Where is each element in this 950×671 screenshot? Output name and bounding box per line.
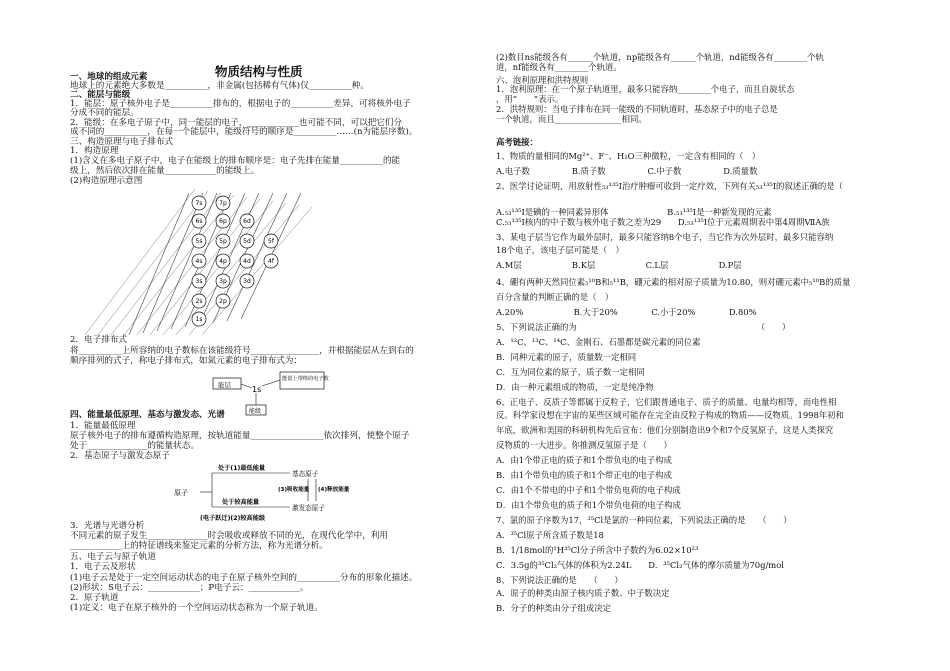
count-label: 能量上带格的电子数	[282, 376, 329, 382]
section-heading: 二、能层与能级	[70, 90, 131, 100]
orbital-label: 5d	[243, 238, 251, 246]
text-line: 2、医学讨论证明，用放射性₅₃¹³⁵I治疗肿瘤可收到一定疗效，下列有关₅₃¹³⁵I的叙述正确的是（	[496, 181, 844, 191]
orbital-label: 2p	[219, 298, 227, 306]
text-line: B．1/18mol的¹H³⁵Cl分子所含中子数约为6.02×10²³	[496, 545, 699, 555]
text-line: A．原子的种类由原子核内质子数、中子数决定	[496, 588, 670, 598]
level-label: 能级	[249, 408, 262, 415]
orbital-label: 7s	[195, 200, 203, 208]
config-center: 1s	[252, 385, 262, 394]
release-label: (4)释放能量	[318, 487, 350, 493]
atom-label: 原子	[174, 489, 188, 497]
orbital-label: 3d	[243, 278, 251, 286]
text-line: 道，nf能级各有________个轨道。	[496, 62, 622, 72]
text-line: (1)含义在多电子原子中，电子在能级上的排布顺序是：电子先排在能量__________的能	[70, 156, 401, 166]
text-line: 三、构造原理与电子排布式	[70, 137, 174, 147]
text-line: A.电子数 B.质子数 C.中子数 D.质量数	[496, 166, 758, 176]
orbital-label: 6p	[219, 218, 227, 226]
text-line: D．由一种元素组成的物质，一定是纯净物	[496, 382, 654, 392]
text-line: 6、正电子、反质子等都属于反粒子，它们跟普通电子、质子的质量、电量均相等，而电性相	[496, 397, 837, 407]
orbital-label: 4p	[219, 258, 227, 266]
section-heading: 高考链接：	[496, 137, 538, 147]
text-line: 2．洪特规则：当电子排布在同一能级的不同轨道时，基态原子中的电子总是	[496, 104, 778, 114]
energy-layer-label: 能层	[218, 381, 231, 389]
page-title: 物质结构与性质	[215, 64, 303, 79]
orbital-label: 1s	[195, 316, 203, 324]
text-line: A．由1个带正电的质子和1个带负电的电子构成	[496, 455, 672, 465]
text-line: (2)构造原理示意图	[70, 176, 143, 186]
text-line: B．由1个带负电的质子和1个带正电的电子构成	[496, 470, 672, 480]
text-line: A．³⁵Cl原子所含质子数是18	[496, 530, 604, 540]
text-line: 3、某电子层当它作为最外层时，最多只能容纳8个电子，当它作为次外层时，最多只能容纳	[496, 232, 834, 242]
orbital-label: 4s	[195, 258, 203, 266]
text-line: 成不同的__________，在每一个能层中，能级符号的顺序是__________……(n为能层序数)。	[70, 127, 418, 137]
text-line: 将__________上所容纳的电子数标在该能级符号________________，并根据能层从左到右的	[70, 346, 414, 356]
orbital-label: 3p	[219, 278, 227, 286]
text-line: A.20% B.大于20% C.小于20% D.80%	[496, 307, 757, 317]
text-line: 地球上的元素绝大多数是__________，非金属(包括稀有气体)仅__________种。	[70, 81, 369, 91]
text-line: 2．能级：在多电子原子中，同一能层的电子，____________也可能不同，可以把它们分	[70, 118, 403, 128]
text-line: C．互为同位素的原子，质子数一定相同	[496, 367, 645, 377]
text-line: 5、下列说法正确的为 （ ）	[496, 322, 791, 332]
absorb-label: (3)吸收能量	[278, 487, 310, 493]
ground-state-label: 基态原子	[292, 470, 319, 478]
text-line: A.M层 B.K层 C.L层 D.P层	[496, 260, 742, 270]
orbital-label: 6d	[243, 218, 251, 226]
text-line: 原子核外电子的排布遵循构造原理，按轨道能量_________________依次排列，使整个原子	[70, 431, 410, 441]
text-line: 18个电子，该电子层可能是（ ）	[496, 245, 624, 255]
excited-state-label: 激发态原子	[292, 504, 325, 512]
transition-note: (电子跃迁)(2)较高能级	[200, 515, 266, 522]
section-heading: 一、地球的组成元素	[70, 72, 148, 82]
text-line: 7、氯的原子序数为17，³⁵Cl是氯的一种同位素，下列说法正确的是 （ ）	[496, 515, 792, 525]
text-line: 1、物质的量相同的Mg²⁺、F⁻、H₂O三种微粒，一定含有相同的（ ）	[496, 151, 761, 161]
text-line: 顺序排列的式子，称电子排布式，如氮元素的电子排布式为：	[70, 356, 303, 366]
order-arrow	[137, 197, 247, 335]
orbital-label: 5s	[195, 238, 203, 246]
text-line: 3．光谱与光谱分析	[70, 521, 145, 531]
text-line: B．同种元素的原子，质量数一定相同	[496, 352, 637, 362]
text-line: D．由1个带负电的质子和1个带负电荷的电子构成	[496, 500, 681, 510]
text-line: 处于______________的能量状态。	[70, 441, 199, 451]
text-line: 级上，然后依次排在能量____________的能级上。	[70, 166, 260, 176]
text-line: (2)数目ns能级各有______个轨道，np能级各有______个轨道，nd能级各有________个轨	[496, 52, 824, 62]
text-line: ____________上的特征谱线来鉴定元素的分析方法，称为光谱分析。	[70, 541, 328, 551]
order-arrow	[85, 189, 195, 335]
orbital-label: 6s	[195, 218, 203, 226]
text-line: 不同元素的原子发生______________时会吸收或释放不同的光，在现代化学中，利用	[70, 531, 388, 541]
text-line: B．分子的种类由分子组成决定	[496, 603, 612, 613]
order-arrow	[98, 191, 208, 335]
text-line: 反物质的一大进步。你推测反氢原子是（ ）	[496, 440, 672, 450]
orbital-label: 3s	[195, 278, 203, 286]
text-line: 2．基态原子与激发态原子	[70, 451, 170, 461]
orbital-label: 2s	[195, 298, 203, 306]
electron-config-figure	[210, 370, 330, 420]
text-line: 2．原子轨道	[70, 593, 119, 603]
text-line: 五、电子云与原子轨道	[70, 552, 156, 562]
text-line: 8、下列说法正确的是 （ ）	[496, 575, 623, 585]
text-line: 1．电子云及形状	[70, 562, 136, 572]
orbital-label: 4d	[243, 258, 251, 266]
text-line: 2．电子排布式	[70, 335, 128, 345]
text-line: ，用“ ”表示。	[496, 94, 564, 104]
text-line: A．¹²C、¹³C、¹⁴C、金刚石、石墨都是碳元素的同位素	[496, 337, 701, 347]
text-line: (1)电子云是处于一定空间运动状态的电子在原子核外空间的__________分布的形象化描述。	[70, 573, 418, 583]
text-line: (1)定义：电子在原子核外的一个空间运动状态称为一个原子轨道。	[70, 603, 323, 613]
text-line: C.₅₃¹³⁵I核内的中子数与核外电子数之差为29 D.₅₃¹³⁵I位于元素周期表中第4周期ⅦA族	[496, 217, 830, 227]
order-arrow	[227, 193, 287, 321]
text-line: A.₅₃¹³⁵I是碘的一种同素异形体 B.₅₃¹³⁵I是一种新发现的元素	[496, 207, 772, 217]
text-line: 分成不同的能层。	[70, 108, 139, 118]
text-line: 百分含量的判断正确的是（ ）	[496, 292, 614, 302]
text-line: 年底，欧洲和美国的科研机构先后宣布：他们分别制造出9个和7个反氢原子，这是人类探究	[496, 425, 834, 435]
text-line: 4、硼有两种天然同位素₅¹⁰B和₅¹¹B，硼元素的相对原子质量为10.80，则对硼元素中₅¹⁰B的质量	[496, 277, 851, 287]
section-heading: 四、能量最低原理、基态与激发态、光谱	[70, 410, 225, 420]
excitation-figure	[170, 463, 360, 523]
text-line: 一个轨道，而且________________相同。	[496, 114, 647, 124]
orbital-label: 4f	[268, 258, 274, 266]
text-line: C．3.5g的³⁵Cl₂气体的体积为2.24L D．³⁵Cl₂气体的摩尔质量为70g/mol	[496, 560, 784, 570]
text-line: 1．泡利原理：在一个原子轨道里，最多只能容纳________个电子，而且自旋状态	[496, 84, 795, 94]
text-line: 1．能量最低原理	[70, 421, 136, 431]
text-line: 六、泡利原理和洪特规则	[496, 75, 589, 85]
text-line: 反。科学家设想在宇宙的某些区域可能存在完全由反粒子构成的物质——反物质。1998年初和	[496, 410, 844, 420]
text-line: (2)形状：S电子云：____________；P电子云：____________。	[70, 583, 309, 593]
orbital-label: 7p	[219, 200, 227, 208]
orbital-label: 5f	[268, 238, 274, 246]
text-line: 1．构造原理	[70, 146, 119, 156]
orbital-label: 5p	[219, 238, 227, 246]
order-arrow	[157, 193, 217, 331]
text-line: C．由1个不带电的中子和1个带负电荷的电子构成	[496, 485, 681, 495]
higher-energy-label: 处于较高能量	[222, 499, 260, 506]
lowest-energy-label: 处于(1)最低能量	[218, 465, 266, 472]
construction-principle-diagram	[185, 185, 325, 345]
text-line: 1．能层：原子核外电子是__________排布的，根据电子的__________差异，可将核外电子	[70, 99, 411, 109]
